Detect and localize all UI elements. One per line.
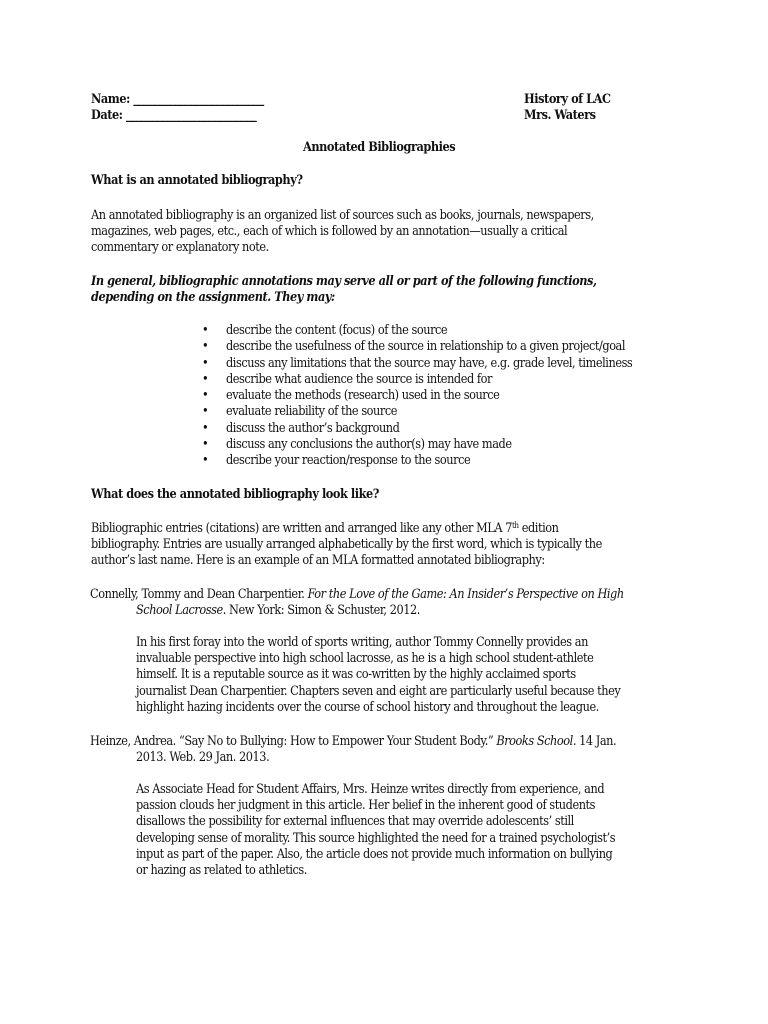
list-item: • discuss the author’s background [202, 419, 400, 435]
list-item: • describe the usefulness of the source in relationship to a given project/goal [202, 338, 626, 354]
format-paragraph [91, 520, 602, 569]
name-blank: _________________________ [133, 91, 264, 106]
paragraph-line: author’s last name. Here is an example of an MLA formatted annotated bibliography: [91, 552, 545, 568]
bullet-icon: • [202, 436, 209, 452]
list-item: • evaluate the methods (research) used in the source [202, 387, 500, 403]
paragraph-line: journalist Dean Charpentier. Chapters seven and eight are particularly useful because they [136, 682, 621, 698]
functions-list [198, 322, 632, 469]
paragraph-line: As Associate Head for Student Affairs, Mrs. Heinze writes directly from experience, and [136, 781, 605, 796]
list-item: • describe what audience the source is intended for [202, 370, 492, 386]
section-heading-what-is: What is an annotated bibliography? [91, 172, 303, 187]
paragraph-line: Bibliographic entries (citations) are written and arranged like any other MLA 7th edition [91, 520, 559, 535]
bullet-icon: • [202, 370, 209, 386]
list-item: • describe your reaction/response to the source [202, 452, 471, 468]
paragraph-line: himself. It is a reputable source as it was co-written by the highly acclaimed sports [136, 666, 576, 682]
date-blank: _________________________ [126, 107, 257, 122]
citation-heinze: Heinze, Andrea. “Say No to Bullying: How to Empower Your Student Body.” Brooks School. 14 Jan. 2013. Web. 29 Jan. 2013. [90, 733, 617, 764]
list-item: • discuss any conclusions the author(s) may have made [202, 436, 512, 452]
paragraph-line: In his first foray into the world of sports writing, author Tommy Connelly provides an [136, 634, 588, 649]
annotation-heinze [136, 781, 615, 878]
paragraph-line: commentary or explanatory note. [91, 239, 269, 255]
citation-connelly: Connelly, Tommy and Dean Charpentier. For the Love of the Game: An Insider’s Perspective on High School Lacrosse. New York: Simon & Schuster, 2012. [90, 586, 624, 617]
functions-intro [91, 273, 596, 305]
bullet-icon: • [202, 403, 209, 419]
page-title: Annotated Bibliographies [303, 139, 456, 154]
list-item: • describe the content (focus) of the source [202, 322, 448, 337]
paragraph-line: bibliography. Entries are usually arranged alphabetically by the first word, which is typically the [91, 536, 602, 552]
date-label: Date: [91, 107, 123, 122]
paragraph-line: In general, bibliographic annotations may serve all or part of the following functions, [91, 273, 597, 288]
course-name: History of LAC [524, 91, 611, 106]
bullet-icon: • [202, 354, 209, 370]
paragraph-line: magazines, web pages, etc., each of which is followed by an annotation—usually a critical [91, 223, 568, 239]
paragraph-line: input as part of the paper. Also, the article does not provide much information on bullying [136, 845, 613, 861]
paragraph-line: invaluable perspective into high school lacrosse, as he is a high school student-athlete [136, 650, 594, 666]
definition-paragraph [91, 207, 594, 256]
bullet-icon: • [202, 322, 209, 337]
paragraph-line: An annotated bibliography is an organized list of sources such as books, journals, newspapers, [91, 207, 594, 222]
list-item: • discuss any limitations that the source may have, e.g. grade level, timeliness [202, 354, 633, 370]
paragraph-line: or hazing as related to athletics. [136, 861, 307, 877]
section-heading-look-like: What does the annotated bibliography look like? [91, 486, 379, 501]
date-field [91, 107, 256, 123]
paragraph-line: depending on the assignment. They may: [91, 289, 335, 305]
paragraph-line: disallows the possibility for external influences that may override adolescents’ still [136, 813, 574, 829]
paragraph-line: highlight hazing incidents over the course of school history and throughout the league. [136, 698, 599, 714]
bullet-icon: • [202, 452, 209, 468]
paragraph-line: passion clouds her judgment in this article. Her belief in the inherent good of students [136, 797, 596, 813]
annotation-connelly [136, 634, 620, 715]
bullet-icon: • [202, 419, 209, 435]
bullet-icon: • [202, 338, 209, 354]
name-label: Name: [91, 91, 130, 106]
teacher-name: Mrs. Waters [524, 107, 596, 122]
bullet-icon: • [202, 387, 209, 403]
paragraph-line: developing sense of morality. This source highlighted the need for a trained psychologist’s [136, 829, 616, 845]
list-item: • evaluate reliability of the source [202, 403, 398, 419]
name-field [91, 91, 264, 107]
